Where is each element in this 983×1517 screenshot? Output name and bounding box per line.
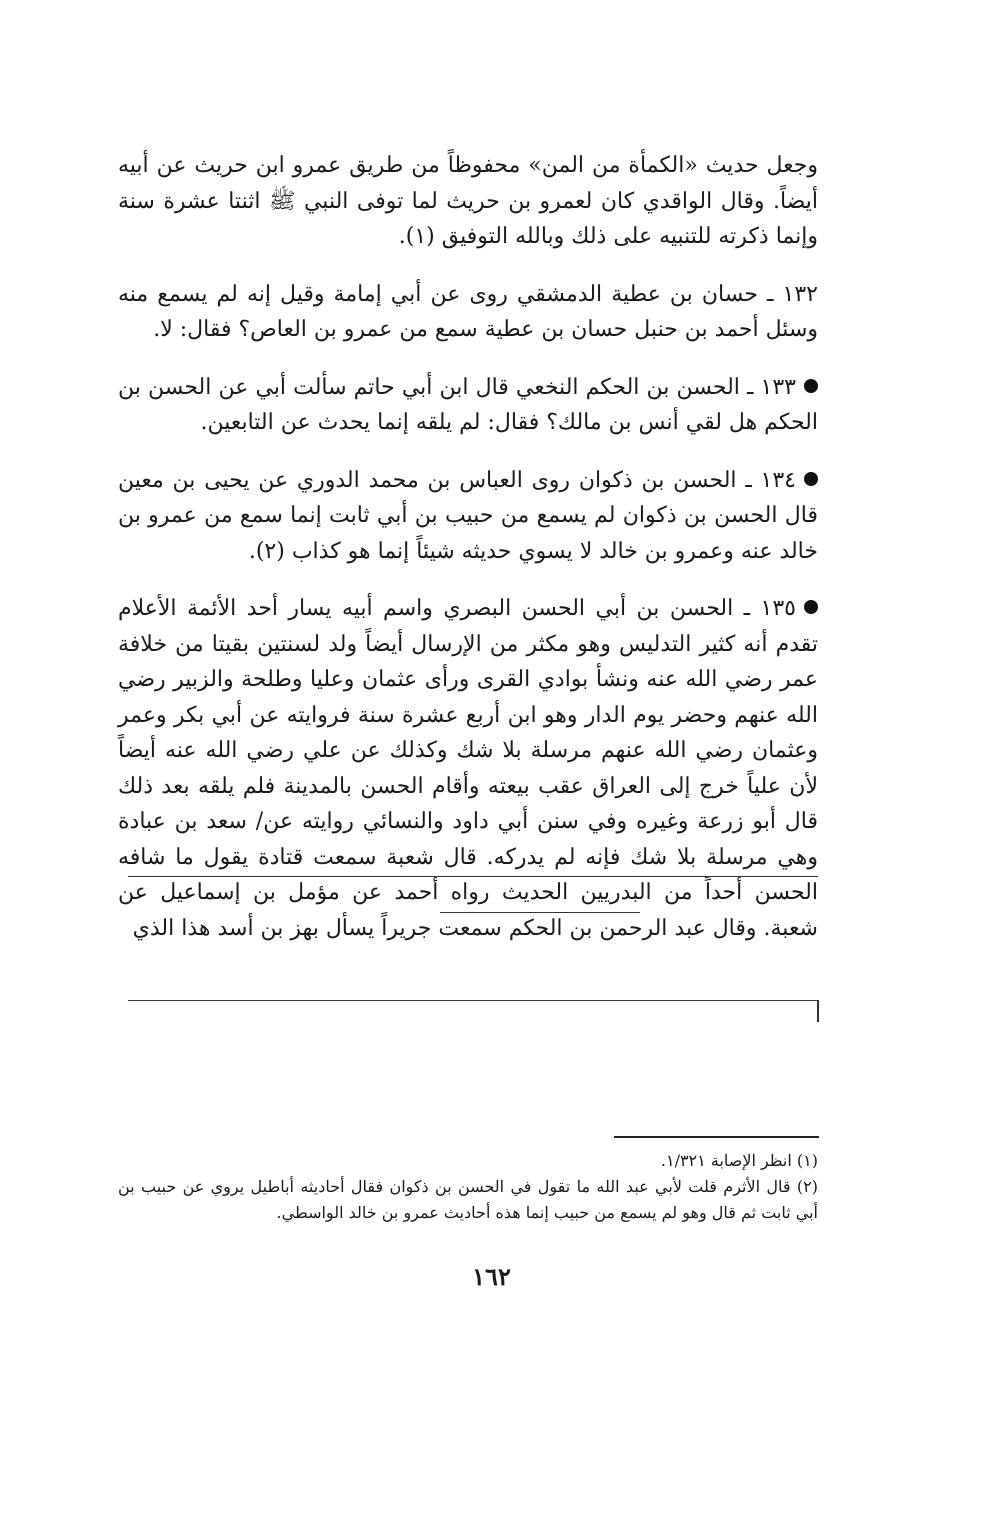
footnote: (٢) قال الأثرم قلت لأبي عبد الله ما تقول في الحسن بن ذكوان فقال أحاديثه أباطيل يروي عن حبيب بن أبي ثابت ثم قال وهو لم يسمع من حبيب إنما هذه أحاديث عمرو بن خالد الواسطي.	[118, 1177, 818, 1222]
bullet-dot-icon	[804, 379, 818, 393]
bullet-dot-icon	[804, 600, 818, 614]
entry-132	[118, 277, 818, 348]
handwritten-underline	[128, 876, 818, 877]
paragraph-text: ١٣٣ ـ الحسن بن الحكم النخعي قال ابن أبي حاتم سألت أبي عن الحسن بن الحكم هل لقي أنس بن مالك؟ فقال: لم يلقه إنما يحدث عن التابعين.	[118, 374, 818, 435]
footnote: (١) انظر الإصابة ١/٣٢١.	[660, 1151, 818, 1170]
footnotes	[118, 1148, 818, 1226]
main-text	[118, 148, 818, 946]
paragraph-text: ١٣٢ ـ حسان بن عطية الدمشقي روى عن أبي إمامة وقيل إنه لم يسمع منه وسئل أحمد بن حنبل حسان بن عطية سمع من عمرو بن العاص؟ فقال: لا.	[118, 281, 818, 342]
entry-133	[118, 370, 818, 441]
paragraph-text: وجعل حديث «الكمأة من المن» محفوظاً من طريق عمرو ابن حريث عن أبيه أيضاً. وقال الواقدي كان لعمرو بن حريث لما توفى النبي ﷺ اثنتا عشرة سنة وإنما ذكرته للتنبيه على ذلك وبالله التوفيق (١).	[118, 153, 818, 249]
entry-135	[118, 591, 818, 946]
bullet-dot-icon	[804, 472, 818, 486]
handwritten-tick	[817, 1000, 819, 1022]
paragraph-continuation	[118, 148, 818, 255]
footnote-separator	[614, 1136, 819, 1138]
handwritten-underline	[440, 912, 640, 913]
entry-134	[118, 463, 818, 570]
paragraph-text: ١٣٤ ـ الحسن بن ذكوان روى العباس بن محمد الدوري عن يحيى بن معين قال الحسن بن ذكوان لم يسمع من حبيب بن أبي ثابت إنما سمع من عمرو بن خالد عنه وعمرو بن خالد لا يسوي حديثه شيئاً إنما هو كذاب (٢).	[118, 467, 818, 564]
page-number: ١٦٢	[472, 1262, 511, 1291]
handwritten-underline	[128, 1000, 818, 1001]
paragraph-text: ١٣٥ ـ الحسن بن أبي الحسن البصري واسم أبيه يسار أحد الأئمة الأعلام تقدم أنه كثير التدليس وهو مكثر من الإرسال أيضاً ولد لسنتين بقيتا من خلافة عمر رضي الله عنه ونشأ بوادي القرى ورأى عثمان وعليا وطلحة والزبير رضي الله عنهم وحضر يوم الدار وهو ابن أربع عشرة سنة فروايته عن أبي بكر وعمر وعثمان رضي الله عنهم مرسلة بلا شك وكذلك عن علي رضي الله عنه أيضاً لأن علياً خرج إلى العراق عقب بيعته وأقام الحسن بالمدينة فلم يلقه بعد ذلك قال أبو زرعة وغيره وفي سنن أبي داود والنسائي روايته عن/ سعد بن عبادة وهي مرسلة بلا شك فإنه لم يدركه. قال شعبة سمعت قتادة يقول ما شافه الحسن أحداً من البدريين الحديث رواه أحمد عن مؤمل بن إسماعيل عن شعبة. وقال عبد الرحمن بن الحكم سمعت جريراً يسأل بهز بن أسد هذا الذي	[118, 596, 818, 941]
